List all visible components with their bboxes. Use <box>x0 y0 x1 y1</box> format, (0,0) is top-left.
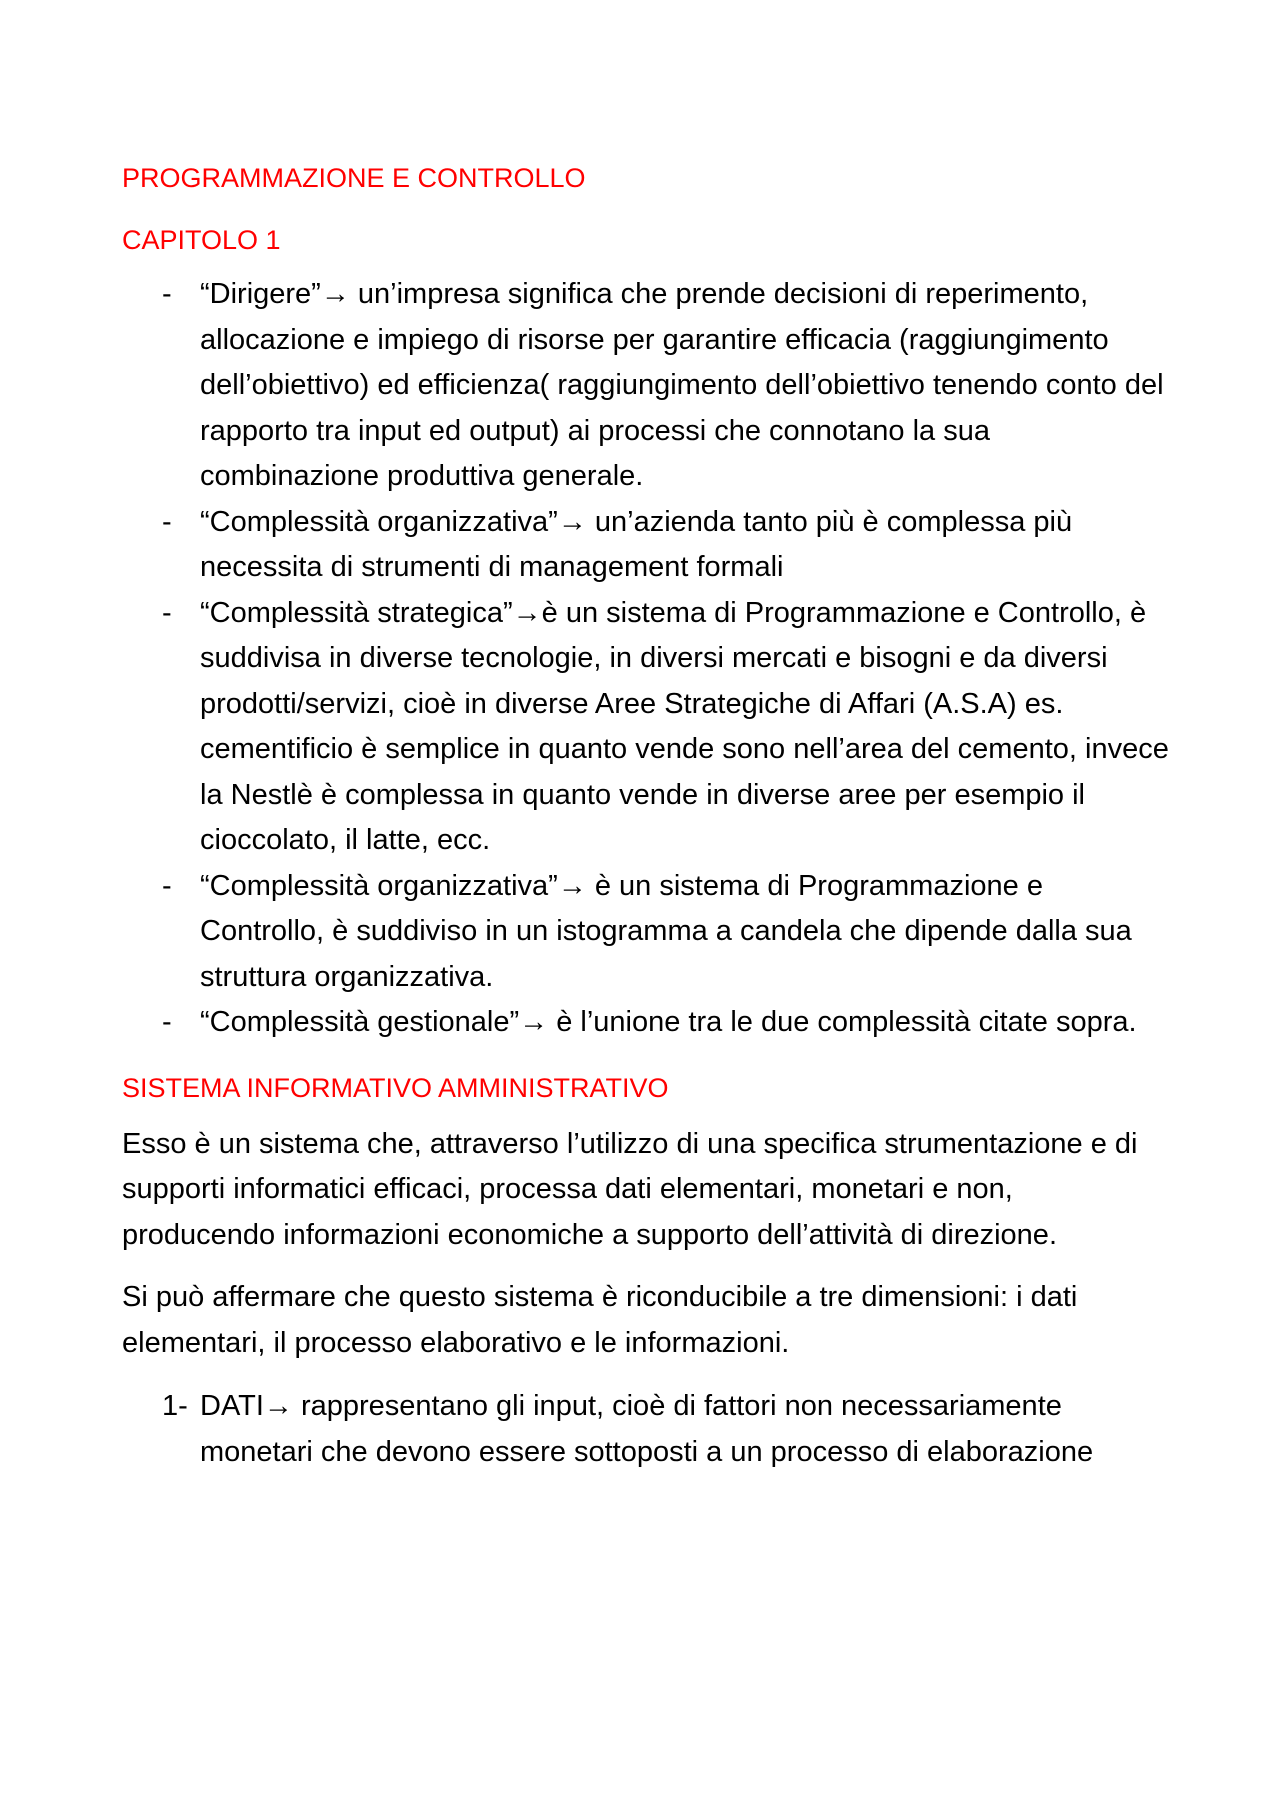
bullet-marker: - <box>162 505 172 538</box>
list-item <box>122 591 1170 864</box>
item-term: “Complessità strategica” <box>200 596 513 629</box>
item-term: “Complessità organizzativa” <box>200 869 558 902</box>
item-text: un’impresa significa che prende decisioni di reperimento, allocazione e impiego di risorse per garantire efficacia (raggiungimento dell’obiettivo) ed efficienza( raggiungimento dell’obiettivo tenendo conto del rapporto tra input ed output) ai processi che connotano la sua combinazione produttiva generale. <box>200 278 1164 492</box>
item-text: rappresentano gli input, cioè di fattori non necessariamente monetari che devono essere sottoposti a un processo di elaborazione <box>200 1390 1094 1468</box>
bullet-marker: - <box>162 278 172 310</box>
bullet-marker: - <box>162 869 172 902</box>
paragraph: Si può affermare che questo sistema è riconducibile a tre dimensioni: i dati elementari, il processo elaborativo e le informazioni. <box>122 1281 1078 1359</box>
chapter-heading: CAPITOLO 1 <box>122 225 281 255</box>
arrow-icon: → <box>519 1006 549 1038</box>
bullet-marker: - <box>162 1006 172 1038</box>
number-marker: 1- <box>162 1390 188 1422</box>
arrow-icon: → <box>557 505 587 538</box>
list-item <box>122 864 1170 1001</box>
arrow-icon: → <box>512 596 542 629</box>
item-text: un’azienda tanto più è complessa più necessita di strumenti di management formali <box>200 505 1073 583</box>
list-item <box>122 500 1170 591</box>
paragraph: Esso è un sistema che, attraverso l’utilizzo di una specifica strumentazione e di supporti informatici efficaci, processa dati elementari, monetari e non, producendo informazioni economiche a supporto dell’attività di direzione. <box>122 1127 1138 1251</box>
arrow-icon: → <box>263 1390 293 1422</box>
item-text: è l’unione tra le due complessità citate sopra. <box>548 1006 1137 1038</box>
item-term: “Complessità organizzativa” <box>200 505 558 538</box>
item-text: è un sistema di Programmazione e Controllo, è suddiviso in un istogramma a candela che dipende dalla sua struttura organizzativa. <box>200 869 1132 993</box>
list-item <box>122 272 1170 500</box>
list-item <box>122 1000 1170 1046</box>
numbered-item <box>122 1384 1170 1475</box>
numbered-list <box>122 1384 1170 1475</box>
item-text: è un sistema di Programmazione e Controllo, è suddivisa in diverse tecnologie, in diversi mercati e bisogni e da diversi prodotti/servizi, cioè in diverse Aree Strategiche di Affari (A.S.A) es. cementificio è semplice in quanto vende sono nell’area del cemento, invece la Nestlè è complessa in quanto vende in diverse aree per esempio il cioccolato, il latte, ecc. <box>200 596 1169 856</box>
definitions-list <box>122 272 1170 1046</box>
section-heading: SISTEMA INFORMATIVO AMMINISTRATIVO <box>122 1072 669 1103</box>
item-term: “Dirigere” <box>200 278 321 310</box>
document-title: PROGRAMMAZIONE E CONTROLLO <box>122 163 586 193</box>
item-term: “Complessità gestionale” <box>200 1006 520 1038</box>
arrow-icon: → <box>320 278 350 310</box>
arrow-icon: → <box>557 869 587 902</box>
bullet-marker: - <box>162 596 172 629</box>
item-term: DATI <box>200 1390 264 1422</box>
